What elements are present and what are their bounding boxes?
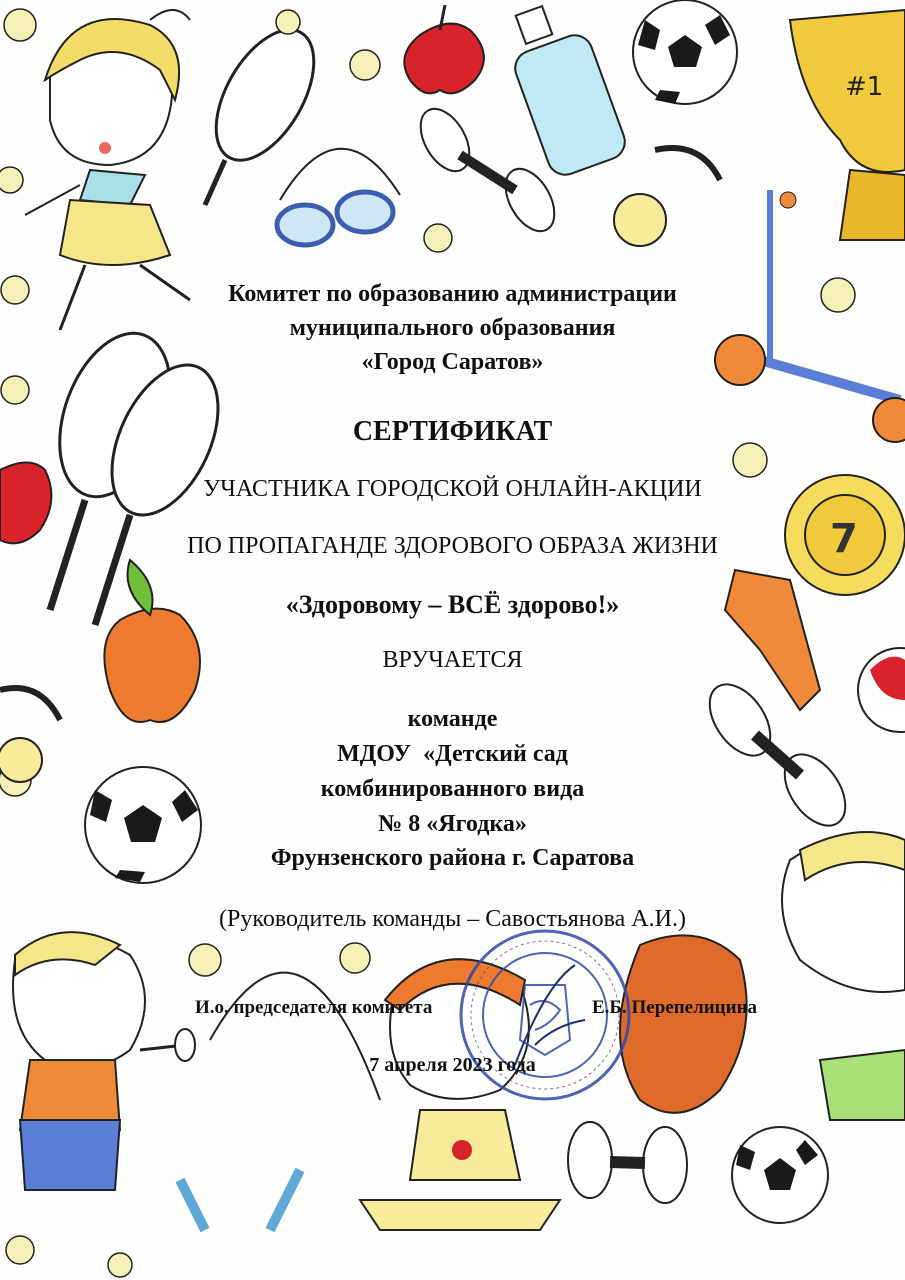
soccer-ball-top [633,0,737,104]
organization-line-1: Комитет по образованию администрации [228,281,677,307]
svg-text:#1: #1 [845,72,884,102]
recipient-line-4: № 8 «Ягодка» [378,811,527,837]
awarded-label: ВРУЧАЕТСЯ [382,647,523,673]
dumbbell-bottom [568,1122,687,1203]
apple-red-top [404,5,484,93]
recipient-line-3: комбинированного вида [320,776,585,802]
issue-date: 7 апреля 2023 года [369,1054,536,1076]
certificate-title: СЕРТИФИКАТ [352,416,553,447]
certificate-subtitle-1: УЧАСТНИКА ГОРОДСКОЙ ОНЛАЙН-АКЦИИ [203,476,702,502]
organization-line-3: «Город Саратов» [361,349,544,375]
action-name: «Здоровому – ВСЁ здорово!» [285,590,620,619]
signatory-name: Е.Б. Перепелицина [592,997,758,1018]
boxing-glove [620,935,747,1112]
recipient-line-5: Фрунзенского района г. Саратова [270,845,635,871]
water-bottle [510,6,630,180]
apple-orange [104,560,200,722]
recipient-line-2: МДОУ «Детский сад [337,741,568,767]
organization-line-2: муниципального образования [289,315,616,341]
recipient-line-1: команде [407,706,498,732]
svg-text:7: 7 [830,516,858,562]
team-leader: (Руководитель команды – Савостьянова А.И.) [219,906,686,932]
tape-measure [614,148,720,246]
trophy-cup [790,10,905,240]
tennis-racket-top [196,14,334,205]
signatory-position: И.о. председателя комитета [195,997,433,1018]
swim-goggles [277,149,400,245]
certificate-subtitle-2: ПО ПРОПАГАНДЕ ЗДОРОВОГО ОБРАЗА ЖИЗНИ [187,533,718,559]
soccer-ball-bottom [732,1127,828,1223]
